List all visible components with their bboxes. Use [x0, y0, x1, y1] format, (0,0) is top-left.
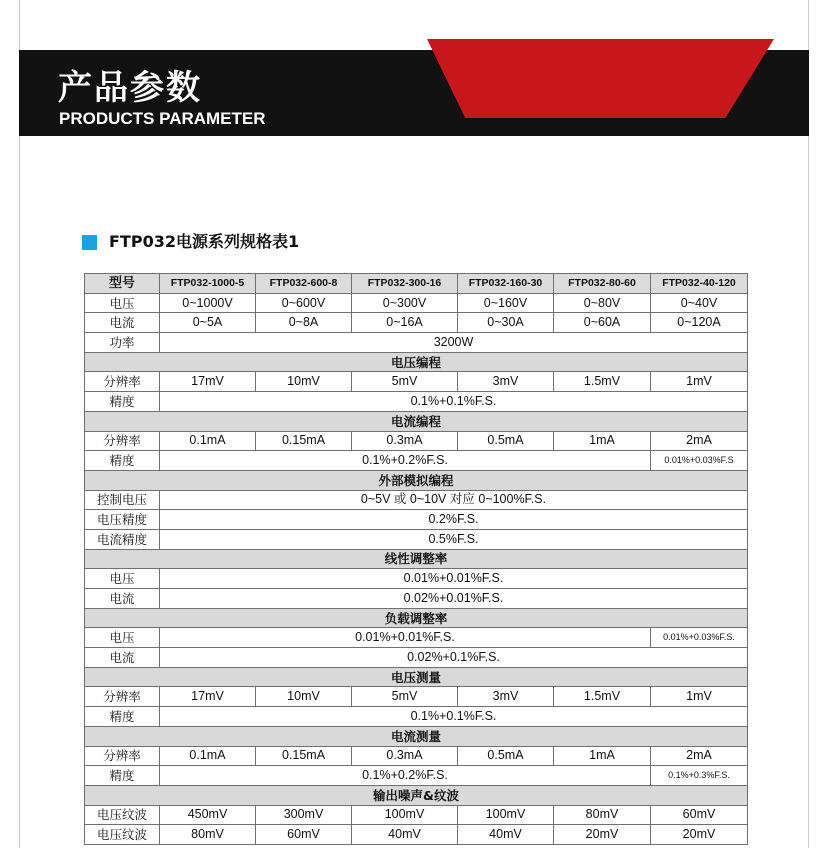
table-cell: 80mV	[160, 825, 256, 845]
table-row	[85, 490, 748, 510]
table-cell: 60mV	[651, 805, 748, 825]
table-cell: 0.02%+0.01%F.S.	[160, 589, 748, 609]
row-label: 控制电压	[85, 490, 160, 510]
section-row-title: 输出噪声&纹波	[85, 785, 748, 805]
table-cell: 1mA	[554, 746, 651, 766]
table-cell: 80mV	[554, 805, 651, 825]
table-cell: 2mA	[651, 746, 748, 766]
row-label: 分辨率	[85, 431, 160, 451]
section-row	[85, 785, 748, 805]
table-cell: 0~80V	[554, 293, 651, 313]
table-cell: 20mV	[554, 825, 651, 845]
banner-subtitle: PRODUCTS PARAMETER	[59, 109, 266, 128]
table-cell: 0.1%+0.2%F.S.	[160, 766, 651, 786]
row-label: 精度	[85, 392, 160, 412]
table-cell: 0.01%+0.01%F.S.	[160, 569, 748, 589]
section-row-title: 电压编程	[85, 352, 748, 372]
header-cell: FTP032-80-60	[554, 274, 651, 294]
table-cell: 20mV	[651, 825, 748, 845]
table-row	[85, 431, 748, 451]
table-cell: 1mV	[651, 372, 748, 392]
header-cell: FTP032-600-8	[256, 274, 352, 294]
section-row-title: 电压测量	[85, 667, 748, 687]
table-cell: 0~30A	[458, 313, 554, 333]
table-cell: 60mV	[256, 825, 352, 845]
table-cell: 0~16A	[352, 313, 458, 333]
section-row-title: 电流编程	[85, 411, 748, 431]
row-label: 分辨率	[85, 372, 160, 392]
table-cell: 0.3mA	[352, 431, 458, 451]
table-cell: 0~1000V	[160, 293, 256, 313]
row-label: 电压纹波	[85, 825, 160, 845]
table-cell: 100mV	[458, 805, 554, 825]
section-row	[85, 549, 748, 569]
table-cell: 0.1%+0.2%F.S.	[160, 451, 651, 471]
header-cell: 型号	[85, 274, 160, 294]
row-label: 精度	[85, 707, 160, 727]
table-cell: 1.5mV	[554, 687, 651, 707]
table-cell: 0.1%+0.3%F.S.	[651, 766, 748, 786]
section-row	[85, 411, 748, 431]
table-cell: 0~8A	[256, 313, 352, 333]
row-label: 电流	[85, 589, 160, 609]
banner-title: 产品参数	[58, 68, 202, 108]
table-row	[85, 589, 748, 609]
table-cell: 0~120A	[651, 313, 748, 333]
row-label: 电压	[85, 569, 160, 589]
section-row-title: 负载调整率	[85, 608, 748, 628]
table-row	[85, 687, 748, 707]
table-cell: 10mV	[256, 687, 352, 707]
table-cell: 0~160V	[458, 293, 554, 313]
table-cell: 3mV	[458, 687, 554, 707]
table-cell: 2mA	[651, 431, 748, 451]
table-row	[85, 766, 748, 786]
table-cell: 1mA	[554, 431, 651, 451]
table-row	[85, 746, 748, 766]
table-row	[85, 313, 748, 333]
table-cell: 17mV	[160, 372, 256, 392]
table-header-row	[85, 274, 748, 294]
table-row	[85, 372, 748, 392]
table-cell: 0.02%+0.1%F.S.	[160, 648, 748, 668]
table-cell: 0.1%+0.1%F.S.	[160, 392, 748, 412]
table-row	[85, 825, 748, 845]
section-row	[85, 352, 748, 372]
table-cell: 3mV	[458, 372, 554, 392]
table-cell: 0.15mA	[256, 431, 352, 451]
header-cell: FTP032-1000-5	[160, 274, 256, 294]
row-label: 电流	[85, 313, 160, 333]
table-cell: 0~60A	[554, 313, 651, 333]
table-row	[85, 569, 748, 589]
spec-table	[84, 273, 748, 845]
row-label: 电压	[85, 628, 160, 648]
table-cell: 0~300V	[352, 293, 458, 313]
table-cell: 0.01%+0.01%F.S.	[160, 628, 651, 648]
row-label: 电压	[85, 293, 160, 313]
table-cell: 0.01%+0.03%F.S.	[651, 628, 748, 648]
table-cell: 100mV	[352, 805, 458, 825]
table-cell: 0.01%+0.03%F.S	[651, 451, 748, 471]
table-cell: 300mV	[256, 805, 352, 825]
header-cell: FTP032-160-30	[458, 274, 554, 294]
table-row	[85, 648, 748, 668]
section-row	[85, 667, 748, 687]
section-square-icon	[82, 235, 97, 250]
table-row	[85, 628, 748, 648]
table-cell: 40mV	[458, 825, 554, 845]
row-label: 电流精度	[85, 529, 160, 549]
table-cell: 17mV	[160, 687, 256, 707]
table-cell: 0.5%F.S.	[160, 529, 748, 549]
table-cell: 0~40V	[651, 293, 748, 313]
row-label: 电压纹波	[85, 805, 160, 825]
table-cell: 0.3mA	[352, 746, 458, 766]
table-row	[85, 451, 748, 471]
table-cell: 1mV	[651, 687, 748, 707]
table-cell: 5mV	[352, 372, 458, 392]
table-row	[85, 392, 748, 412]
table-cell: 3200W	[160, 333, 748, 353]
header-cell: FTP032-40-120	[651, 274, 748, 294]
section-row	[85, 608, 748, 628]
table-cell: 0.5mA	[458, 746, 554, 766]
section-row-title: 电流测量	[85, 726, 748, 746]
row-label: 精度	[85, 451, 160, 471]
section-row	[85, 470, 748, 490]
table-cell: 0.15mA	[256, 746, 352, 766]
section-row-title: 线性调整率	[85, 549, 748, 569]
table-row	[85, 293, 748, 313]
table-cell: 0.1mA	[160, 746, 256, 766]
table-cell: 40mV	[352, 825, 458, 845]
row-label: 分辨率	[85, 746, 160, 766]
section-row-title: 外部模拟编程	[85, 470, 748, 490]
table-cell: 0.5mA	[458, 431, 554, 451]
table-row	[85, 707, 748, 727]
section-title: FTP032电源系列规格表1	[109, 232, 300, 251]
table-row	[85, 805, 748, 825]
table-cell: 0.2%F.S.	[160, 510, 748, 530]
row-label: 功率	[85, 333, 160, 353]
table-cell: 0.1mA	[160, 431, 256, 451]
table-cell: 0~5V 或 0~10V 对应 0~100%F.S.	[160, 490, 748, 510]
table-row	[85, 529, 748, 549]
table-row	[85, 510, 748, 530]
row-label: 电压精度	[85, 510, 160, 530]
section-row	[85, 726, 748, 746]
table-cell: 1.5mV	[554, 372, 651, 392]
banner-red-accent	[427, 39, 774, 118]
table-cell: 10mV	[256, 372, 352, 392]
row-label: 精度	[85, 766, 160, 786]
table-cell: 0~5A	[160, 313, 256, 333]
table-row	[85, 333, 748, 353]
table-cell: 450mV	[160, 805, 256, 825]
row-label: 电流	[85, 648, 160, 668]
table-cell: 5mV	[352, 687, 458, 707]
row-label: 分辨率	[85, 687, 160, 707]
table-cell: 0~600V	[256, 293, 352, 313]
header-cell: FTP032-300-16	[352, 274, 458, 294]
table-cell: 0.1%+0.1%F.S.	[160, 707, 748, 727]
